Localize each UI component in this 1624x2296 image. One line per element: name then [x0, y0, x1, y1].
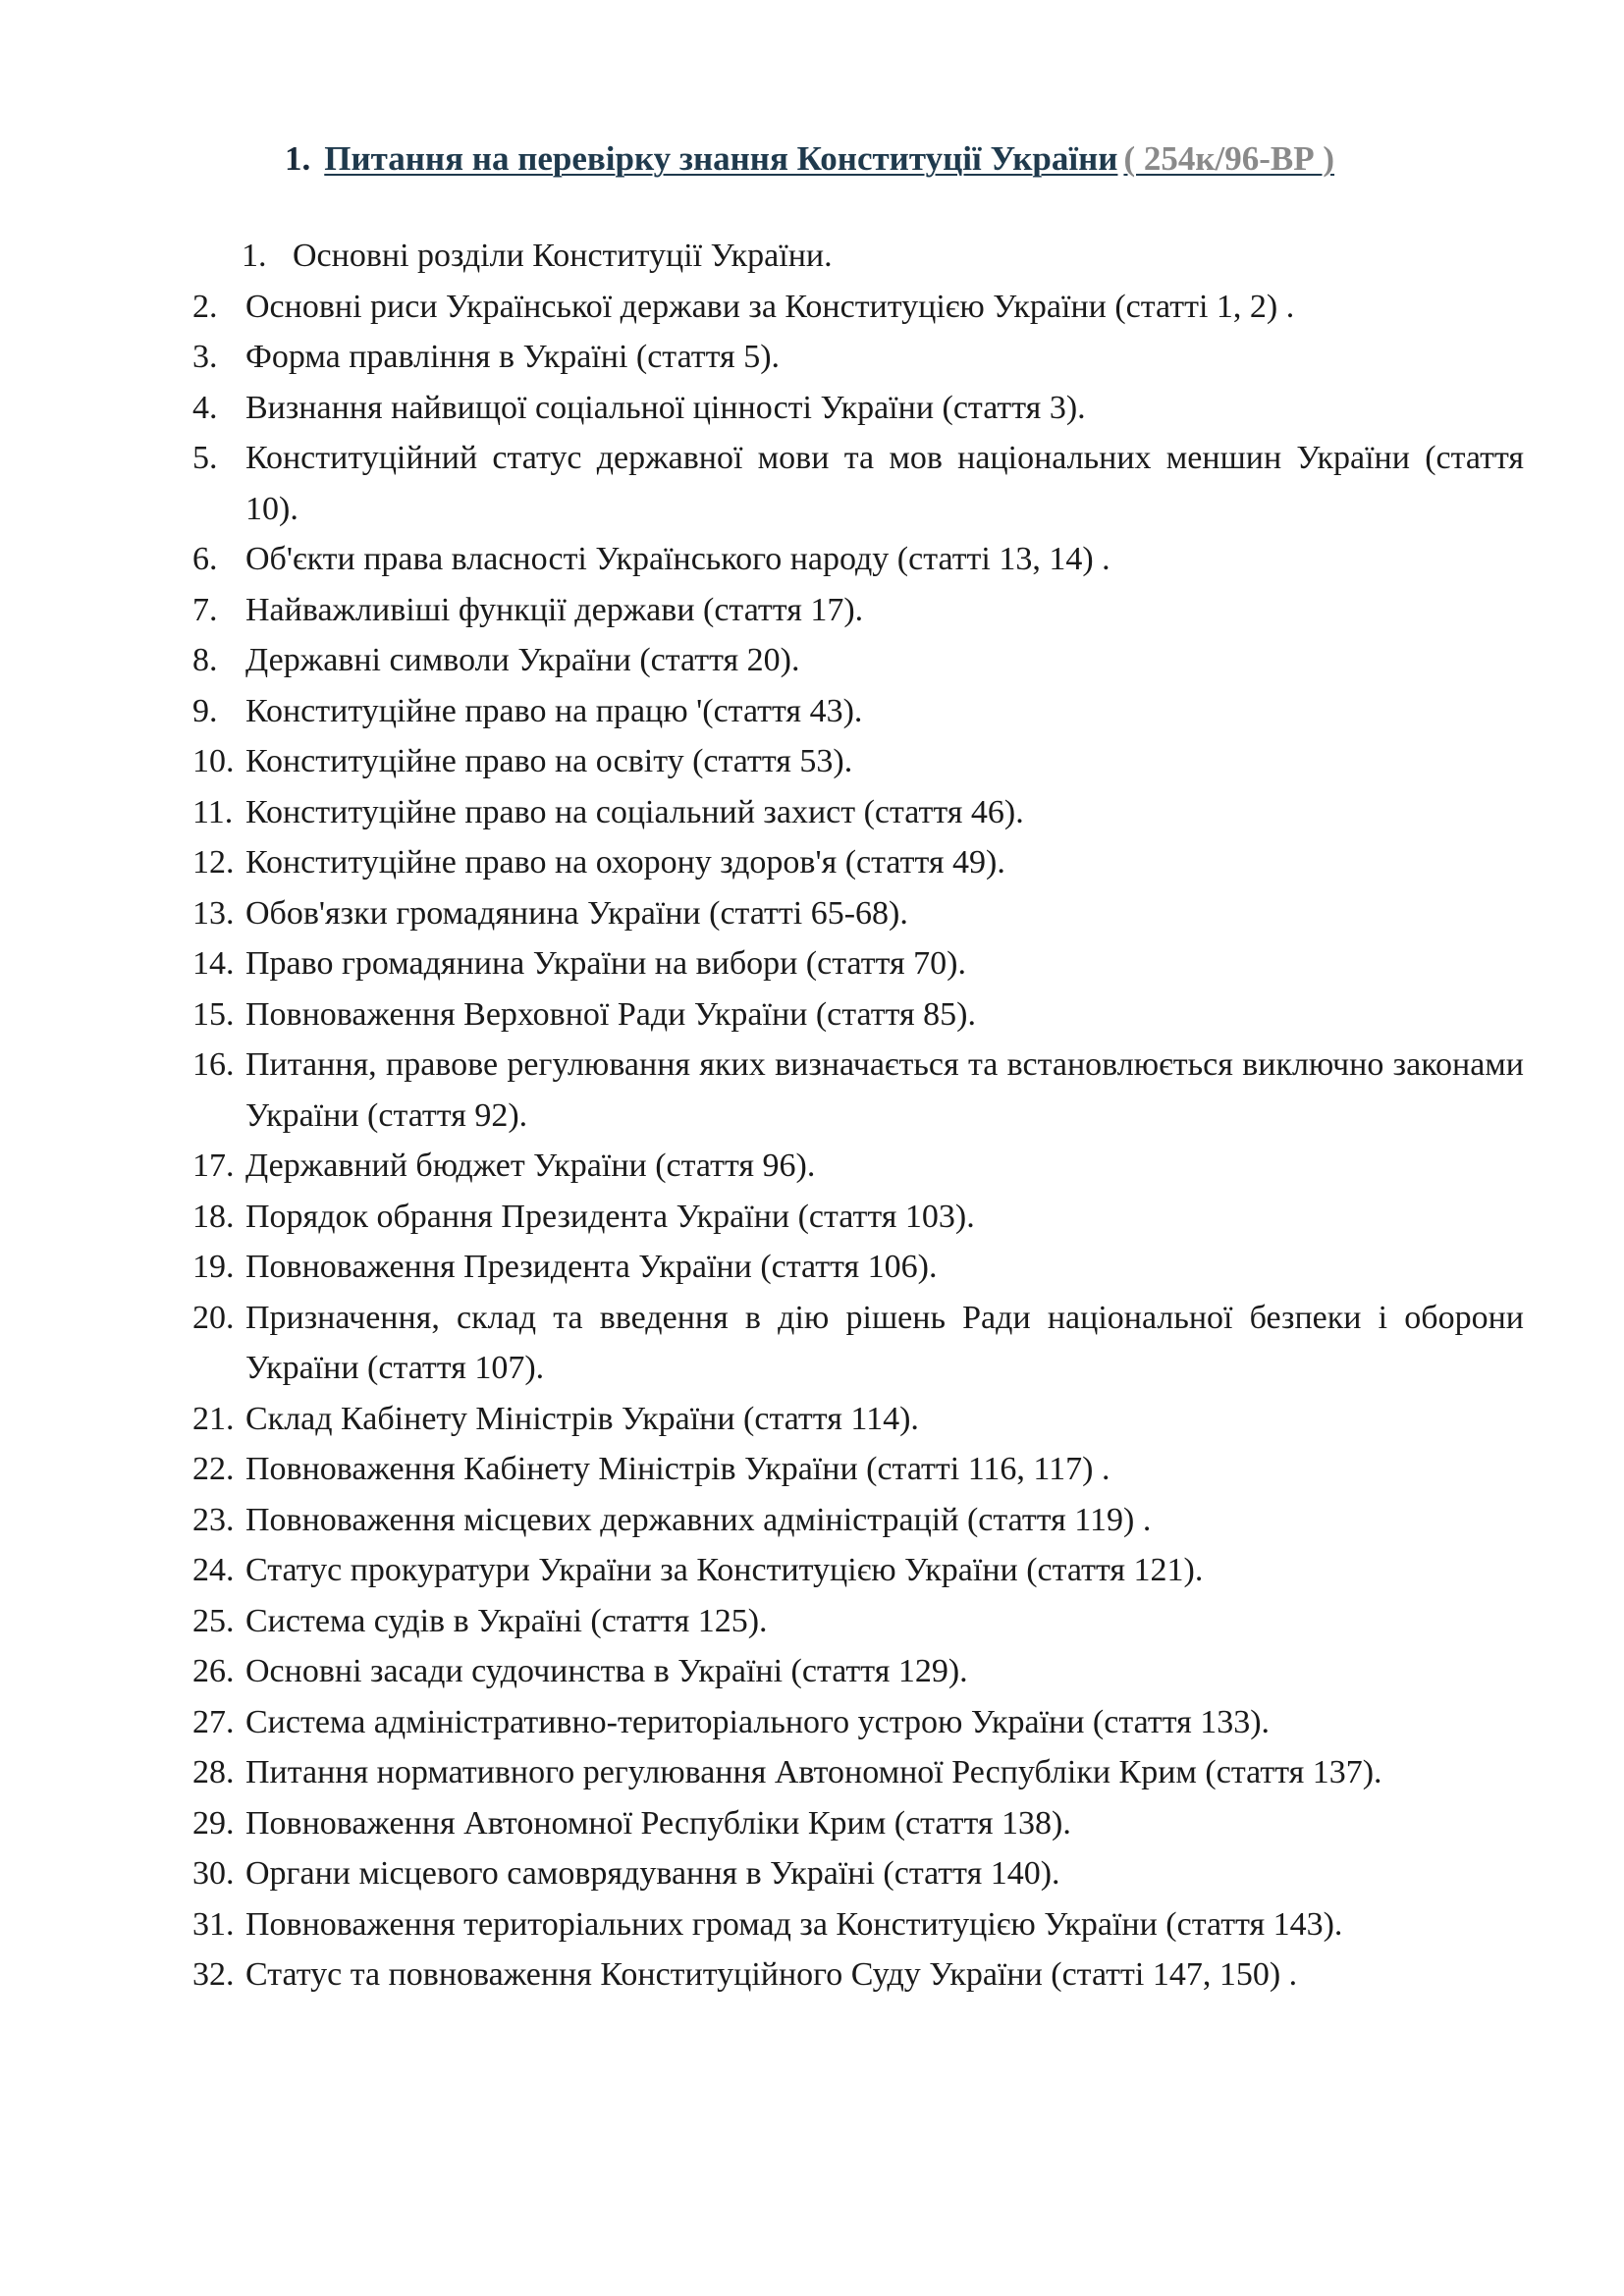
question-text: Державний бюджет України (стаття 96). [245, 1148, 816, 1184]
question-number: 23. [192, 1501, 235, 1538]
question-number: 11. [192, 793, 234, 830]
question-item [192, 282, 1524, 333]
question-number: 28. [192, 1754, 235, 1790]
question-item [192, 1697, 1524, 1748]
section-title-link[interactable]: Питання на перевірку знання Конституції України [324, 139, 1118, 178]
question-number: 3. [192, 339, 218, 375]
question-item [192, 1545, 1524, 1596]
question-text: Основні засади судочинства в Україні (стаття 129). [245, 1653, 968, 1689]
question-item [192, 534, 1524, 585]
question-item [192, 231, 1524, 282]
question-text: Система адміністративно-територіального устрою України (стаття 133). [245, 1703, 1271, 1740]
question-number: 26. [192, 1653, 235, 1689]
question-item [192, 787, 1524, 838]
section-number: 1. [285, 139, 311, 178]
question-item [192, 888, 1524, 939]
question-text: Основні розділи Конституції України. [293, 238, 833, 274]
question-number: 9. [192, 692, 218, 729]
question-item [192, 1242, 1524, 1293]
question-item [192, 1192, 1524, 1243]
question-number: 2. [192, 288, 218, 325]
question-text: Повноваження Верховної Ради України (стаття 85). [245, 995, 976, 1033]
question-number: 24. [192, 1552, 235, 1588]
question-text: Склад Кабінету Міністрів України (стаття 114). [245, 1400, 919, 1437]
question-text: Повноваження територіальних громад за Конституцією України (стаття 143). [245, 1905, 1343, 1943]
question-text: Повноваження Кабінету Міністрів України (статті 116, 117) . [245, 1451, 1110, 1487]
question-item [192, 1646, 1524, 1697]
question-number: 31. [192, 1905, 235, 1943]
question-text: Призначення, склад та введення в дію рішень Ради національної безпеки і оборони України (стаття 107). [245, 1299, 1524, 1386]
question-text: Конституційне право на соціальний захист (стаття 46). [245, 793, 1024, 830]
question-item [192, 332, 1524, 383]
question-number: 16. [192, 1046, 235, 1083]
question-number: 7. [192, 591, 218, 628]
question-number: 18. [192, 1198, 235, 1235]
question-text: Повноваження Автономної Республіки Крим (стаття 138). [245, 1804, 1071, 1842]
question-text: Форма правління в Україні (стаття 5). [245, 339, 781, 375]
question-number: 6. [192, 541, 218, 577]
question-item [192, 1394, 1524, 1445]
question-number: 19. [192, 1249, 235, 1285]
question-text: Органи місцевого самоврядування в Україні (стаття 140). [245, 1855, 1060, 1892]
question-item [192, 1949, 1524, 2001]
question-number: 5. [192, 440, 218, 476]
question-item [192, 433, 1524, 534]
question-text: Конституційне право на працю '(стаття 43). [245, 692, 863, 729]
question-item [192, 1899, 1524, 1950]
question-item [192, 635, 1524, 686]
question-text: Питання нормативного регулювання Автономної Республіки Крим (стаття 137). [245, 1754, 1382, 1790]
question-item [192, 1747, 1524, 1798]
question-number: 32. [192, 1956, 235, 1993]
question-text: Конституційне право на освіту (стаття 53). [245, 743, 853, 779]
question-number: 21. [192, 1400, 235, 1437]
question-text: Порядок обрання Президента України (стаття 103). [245, 1198, 975, 1235]
question-text: Система судів в Україні (стаття 125). [245, 1602, 768, 1639]
question-item [192, 1141, 1524, 1192]
question-item [192, 736, 1524, 787]
question-number: 27. [192, 1703, 235, 1740]
question-number: 12. [192, 844, 235, 881]
question-number: 10. [192, 743, 235, 779]
question-text: Найважливіші функції держави (стаття 17). [245, 591, 864, 628]
question-text: Статус прокуратури України за Конституцією України (стаття 121). [245, 1552, 1204, 1588]
question-text: Повноваження Президента України (стаття 106). [245, 1249, 938, 1285]
question-item [192, 1848, 1524, 1899]
section-heading [285, 137, 1334, 181]
question-number: 1. [242, 238, 267, 274]
question-number: 25. [192, 1602, 235, 1639]
question-item [192, 1040, 1524, 1141]
question-number: 15. [192, 995, 235, 1033]
question-number: 14. [192, 945, 235, 982]
question-text: Конституційне право на охорону здоров'я (стаття 49). [245, 844, 1005, 881]
question-item [192, 1444, 1524, 1495]
question-text: Право громадянина України на вибори (стаття 70). [245, 945, 966, 982]
question-item [192, 989, 1524, 1041]
question-text: Статус та повноваження Конституційного Суду України (статті 147, 150) . [245, 1956, 1298, 1993]
question-number: 13. [192, 894, 235, 932]
question-number: 30. [192, 1855, 235, 1892]
question-list [192, 231, 1524, 2001]
question-item [192, 686, 1524, 737]
question-text: Визнання найвищої соціальної цінності України (стаття 3). [245, 389, 1086, 426]
question-item [192, 1596, 1524, 1647]
question-text: Основні риси Української держави за Конституцією України (статті 1, 2) . [245, 288, 1295, 325]
question-number: 20. [192, 1299, 235, 1336]
question-number: 4. [192, 389, 218, 426]
question-number: 17. [192, 1148, 235, 1184]
question-item [192, 383, 1524, 434]
question-text: Повноваження місцевих державних адміністрацій (стаття 119) . [245, 1501, 1152, 1538]
question-item [192, 938, 1524, 989]
question-text: Обов'язки громадянина України (статті 65-68). [245, 894, 908, 932]
question-text: Питання, правове регулювання яких визначається та встановлюється виключно законами України (стаття 92). [245, 1046, 1524, 1134]
question-item [192, 837, 1524, 888]
question-number: 22. [192, 1451, 235, 1487]
question-text: Об'єкти права власності Українського народу (статті 13, 14) . [245, 541, 1110, 577]
law-reference-link[interactable]: ( 254к/96-ВР ) [1123, 139, 1335, 178]
question-item [192, 585, 1524, 636]
question-item [192, 1798, 1524, 1849]
question-number: 8. [192, 642, 218, 678]
question-text: Державні символи України (стаття 20). [245, 642, 800, 678]
question-item [192, 1495, 1524, 1546]
question-text: Конституційний статус державної мови та мов національних меншин України (стаття 10). [245, 440, 1524, 527]
question-item [192, 1293, 1524, 1394]
question-number: 29. [192, 1804, 235, 1842]
